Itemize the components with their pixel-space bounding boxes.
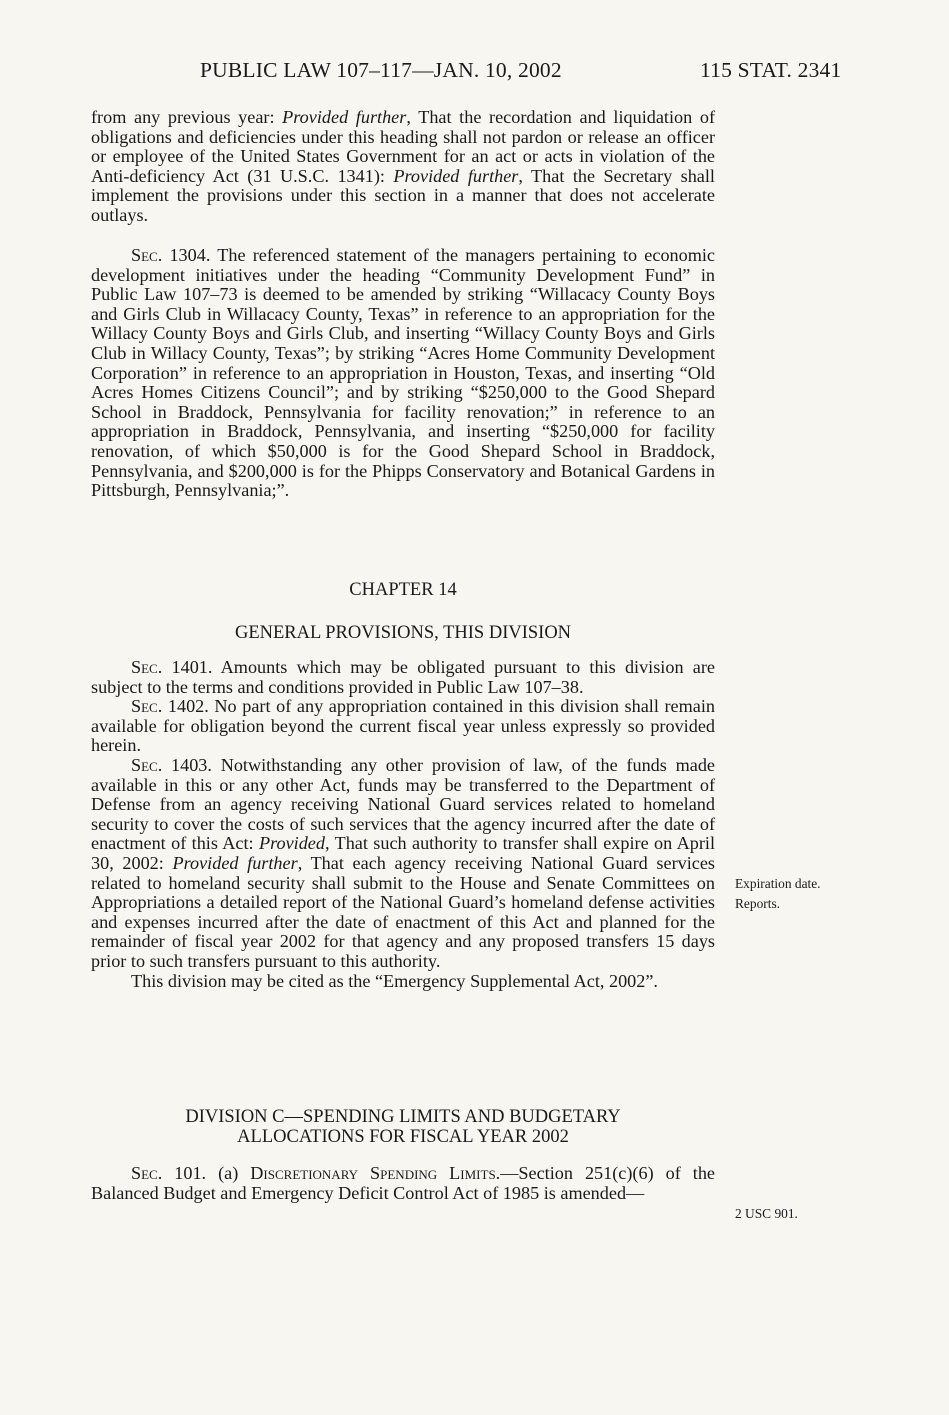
section-label: Sec. 101. [131, 1163, 207, 1183]
section-1402 [91, 697, 715, 756]
paragraph-text: from any previous year: [91, 107, 283, 127]
chapter-title: GENERAL PROVISIONS, THIS DIVISION [234, 623, 572, 643]
page-number: 115 STAT. 2341 [700, 58, 842, 82]
section-label: Sec. 1402. [131, 696, 209, 717]
division-c-line-1: DIVISION C—SPENDING LIMITS AND BUDGETARY [185, 1107, 621, 1127]
section-text: , That such authority to transfer shall expire on April 30, 2002: [91, 833, 715, 873]
paragraph-text: , That the Secretary shall implement the provisions under this section in a manner that does not accelerate outlays. [91, 165, 715, 225]
division-c-line-2: ALLOCATIONS FOR FISCAL YEAR 2002 [237, 1127, 569, 1147]
proviso-italic: Provided further [393, 165, 519, 186]
continuation-paragraph [91, 108, 715, 226]
section-text: —Section 251(c)(6) of the Balanced Budget and Emergency Deficit Control Act of 1985 is amended— [91, 1163, 715, 1203]
margin-note-reports: Reports. [735, 896, 781, 911]
section-text: Amounts which may be obligated pursuant to this division are subject to the terms and conditions provided in Public Law 107–38. [91, 657, 715, 697]
chapter-number: CHAPTER 14 [349, 580, 457, 600]
page-title: PUBLIC LAW 107–117—JAN. 10, 2002 [200, 58, 562, 82]
running-head [0, 58, 949, 88]
proviso-italic: Provided further [282, 107, 407, 127]
paragraph-text: , That the recordation and liquidation of obligations and deficiencies under this heading shall not pardon or release an officer or employee of the United States Government for an act or acts in violation of the Anti-deficiency Act (31 U.S.C. 1341): [91, 107, 715, 186]
section-text: No part of any appropriation contained in this division shall remain available for obligation beyond the current fiscal year unless expressly so provided herein. [91, 696, 715, 756]
division-c-heading [91, 1107, 715, 1147]
section-label: Sec. 1304. [131, 245, 211, 265]
citation-text: This division may be cited as the “Emergency Supplemental Act, 2002”. [131, 970, 658, 991]
section-101 [91, 1164, 715, 1203]
margin-note-expiration: Expiration date. [735, 876, 821, 891]
section-label: Sec. 1401. [131, 657, 213, 677]
section-label: Sec. 1403. [131, 754, 212, 775]
section-1403 [91, 756, 715, 972]
proviso-italic: Provided further [172, 852, 298, 873]
short-title-citation [91, 972, 715, 992]
section-1304 [91, 246, 715, 501]
margin-note-usc: 2 USC 901. [735, 1206, 798, 1221]
section-text: The referenced statement of the managers pertaining to economic development initiatives under the heading “Community Development Fund” in Public Law 107–73 is deemed to be amended by striking “Willacacy County Boys and Girls Club in Willacacy County, Texas” in reference to an appropriation for the Willacy County Boys and Girls Club, and inserting “Willacy County Boys and Girls Club in Willacy County, Texas”; by striking “Acres Home Community Development Corporation” in reference to an appropriation in Houston, Texas, and inserting “Old Acres Homes Citizens Council”; and by striking “$250,000 to the Good Shepard School in Braddock, Pennsylvania for facility renovation;” in reference to an appropriation in Braddock, Pennsylvania, and inserting “$250,000 for facility renovation, of which $50,000 is for the Good Shepard School in Braddock, Pennsylvania, and $200,000 is for the Phipps Conservatory and Botanical Gardens in Pittsburgh, Pennsylvania;”. [91, 245, 716, 501]
proviso-italic: Provided [258, 833, 325, 854]
subsection-caption: Discretionary Spending Limits. [250, 1163, 501, 1183]
section-text: Notwithstanding any other provision of law, of the funds made available in this or any other Act, funds may be transferred to the Department of Defense from an agency receiving National Guard services related to homeland security to cover the costs of such services that the agency incurred after the date of enactment of this Act: [91, 754, 715, 854]
section-text: , That each agency receiving National Guard services related to homeland security shall submit to the House and Senate Committees on Appropriations a detailed report of the National Guard’s homeland defense activities and expenses incurred after the date of enactment of this Act and planned for the remainder of fiscal year 2002 for that agency and any proposed transfers 15 days prior to such transfers pursuant to this authority. [91, 852, 715, 971]
section-1401 [91, 658, 715, 697]
chapter-14-body [91, 658, 715, 991]
subsection-marker: (a) [206, 1163, 251, 1183]
